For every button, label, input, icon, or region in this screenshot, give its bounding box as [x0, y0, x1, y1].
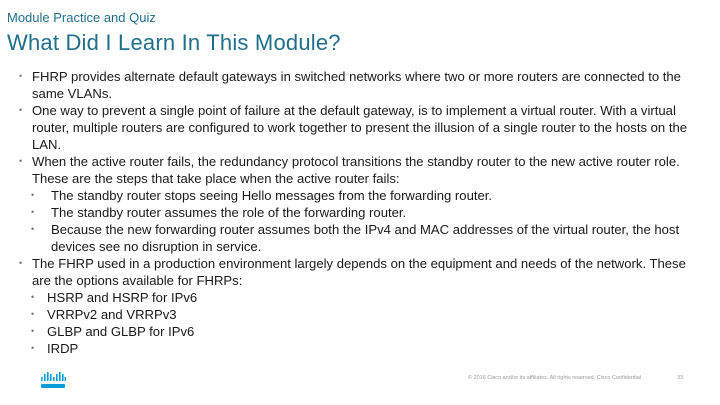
- bullet-item: • The FHRP used in a production environment largely depends on the equipment and needs of the network. These are the options available for FHRPs:: [14, 255, 706, 289]
- sub-bullet-item: • The standby router stops seeing Hello messages from the forwarding router.: [14, 187, 706, 204]
- footer-copyright: © 2016 Cisco and/or its affiliates. All rights reserved. Cisco Confidential: [468, 375, 642, 381]
- sub-bullet-item: • HSRP and HSRP for IPv6: [14, 289, 706, 306]
- page-number: 33: [677, 375, 684, 381]
- slide-title: What Did I Learn In This Module?: [7, 30, 341, 55]
- sub-bullet-item: • VRRPv2 and VRRPv3: [14, 306, 706, 323]
- bullet-item: • FHRP provides alternate default gateways in switched networks where two or more routers are connected to the same VLANs.: [14, 68, 706, 102]
- sub-bullet-item: • GLBP and GLBP for IPv6: [14, 323, 706, 340]
- sub-bullet-item: • IRDP: [14, 340, 706, 357]
- sub-bullet-item: • Because the new forwarding router assumes both the IPv4 and MAC addresses of the virtual router, the host devices see no disruption in service.: [14, 221, 706, 255]
- bullet-item: • One way to prevent a single point of failure at the default gateway, is to implement a virtual router. With a virtual router, multiple routers are configured to work together to present the illusion of a single router to the hosts on the LAN.: [14, 102, 706, 153]
- bullet-item: • When the active router fails, the redundancy protocol transitions the standby router to the new active router role. These are the steps that take place when the active router fails:: [14, 153, 706, 187]
- slide-content: [14, 68, 706, 357]
- sub-bullet-item: • The standby router assumes the role of the forwarding router.: [14, 204, 706, 221]
- slide-kicker: Module Practice and Quiz: [7, 10, 156, 25]
- cisco-logo-icon: [40, 372, 66, 390]
